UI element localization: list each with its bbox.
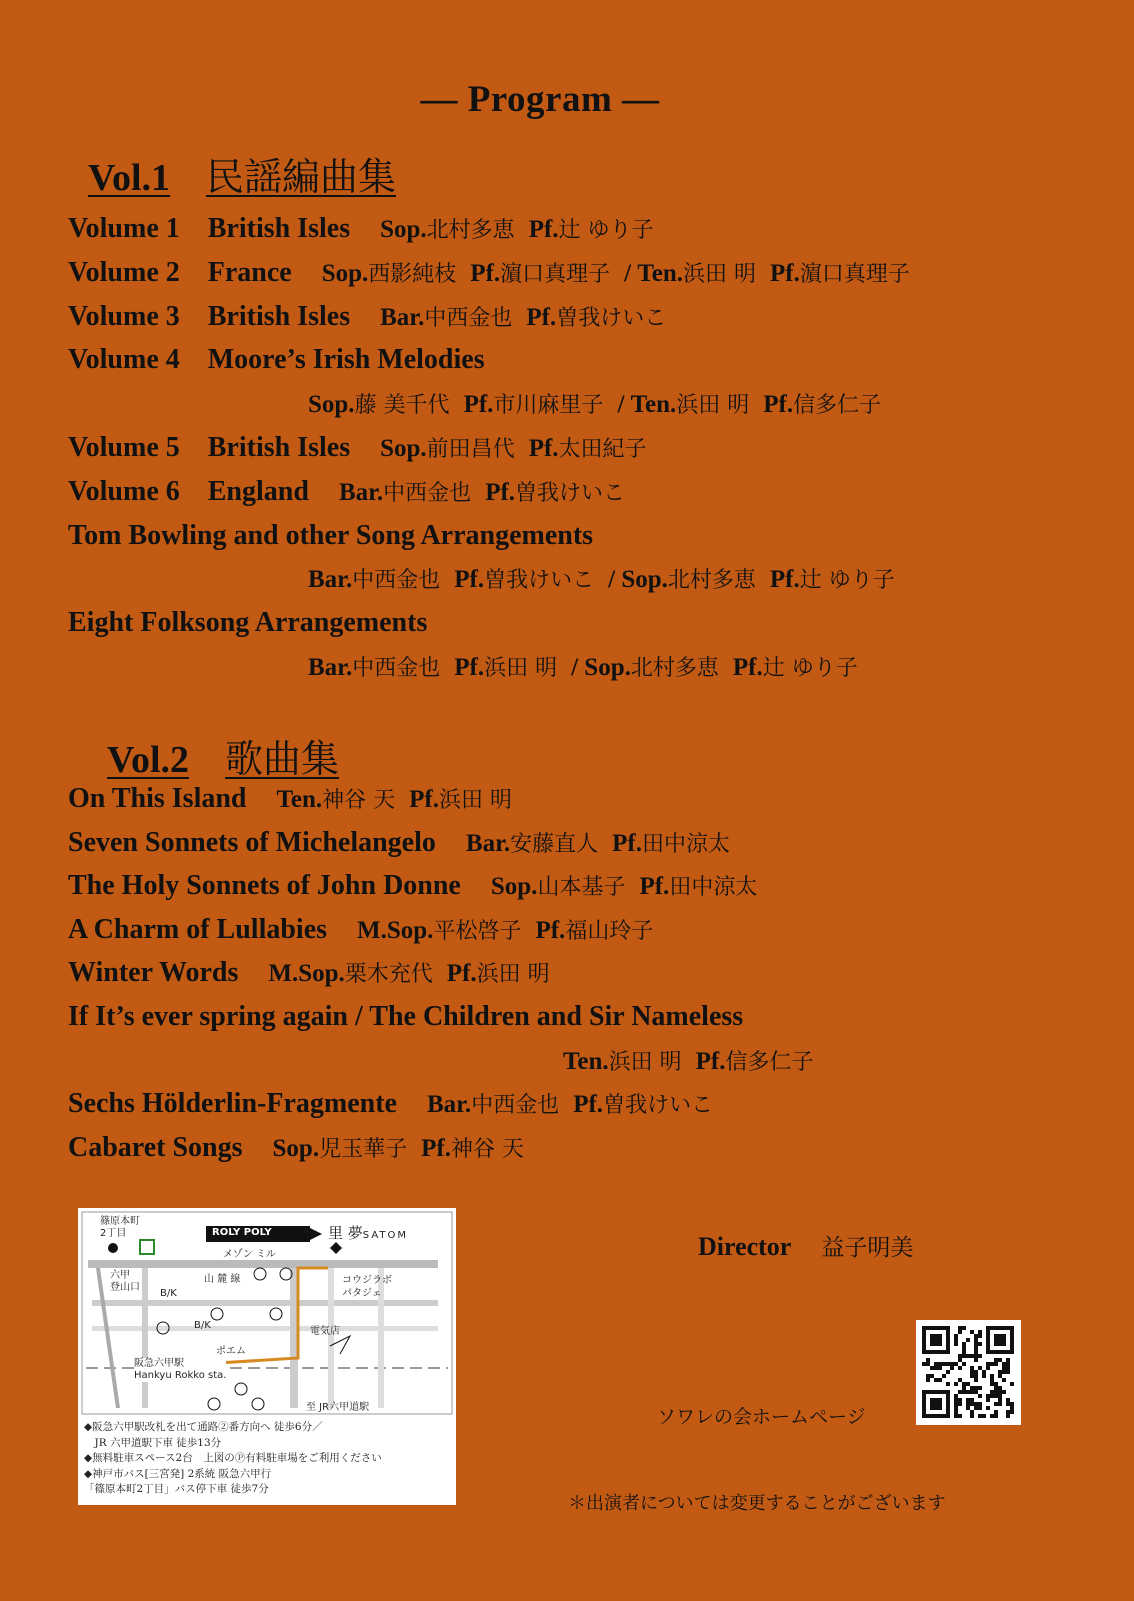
performer-name: 市川麻里子 — [493, 393, 604, 419]
work-title: Volume 3 British Isles — [68, 300, 351, 332]
program-line — [68, 211, 668, 249]
director-role: Director — [698, 1232, 792, 1261]
work-title: Volume 6 England — [68, 475, 309, 507]
performer-role: Pf. — [454, 654, 485, 681]
work-title: If It’s ever spring again / The Children and Sir Nameless — [68, 1001, 744, 1032]
performer-role: Pf. — [528, 435, 559, 462]
performer-role: Sop. — [308, 391, 355, 419]
program-line — [308, 561, 909, 599]
work-title: Volume 2 France — [68, 256, 292, 288]
access-note: ◆阪急六甲駅改札を出て通路②番方向へ 徒歩6分／ — [84, 1421, 323, 1433]
program-line — [68, 474, 639, 512]
performer-name: 田中涼太 — [669, 875, 758, 901]
program-line — [68, 605, 457, 641]
performer-role: / Sop. — [608, 566, 668, 594]
performer-name: 神谷 天 — [322, 788, 396, 813]
performer-role: Sop. — [321, 259, 369, 287]
performer-name: 浜田 明 — [676, 393, 750, 419]
work-title: A Charm of Lullabies — [68, 913, 328, 945]
program-line — [68, 781, 526, 819]
performer-name: 浜田 明 — [683, 261, 756, 287]
performer-role: Sop. — [490, 873, 538, 901]
page-title: — Program — — [420, 79, 660, 120]
program-line — [68, 299, 680, 337]
performer-role: Pf. — [770, 259, 800, 287]
map-label-koujirabo: コウジラボ パタジェ — [342, 1275, 392, 1299]
program-line — [68, 912, 667, 950]
work-title: Tom Bowling and other Song Arrangements — [68, 519, 594, 551]
map-label-bk1: B/K — [160, 1288, 177, 1299]
vol1-title: 民謡編曲集 — [206, 157, 397, 199]
qr-code[interactable] — [916, 1320, 1021, 1425]
performer-role: Ten. — [276, 786, 323, 813]
performer-name: 中西金也 — [352, 656, 441, 681]
performer-name: 福山玲子 — [565, 918, 654, 944]
performer-role: Pf. — [485, 478, 516, 506]
program-line — [563, 1043, 828, 1081]
performer-name: 児玉華子 — [319, 1136, 408, 1162]
access-note: 「篠原本町2丁目」バス停下車 徒歩7分 — [84, 1483, 269, 1495]
performer-role: Pf. — [695, 1047, 726, 1075]
performer-name: 浜田 明 — [439, 788, 512, 813]
program-line — [68, 518, 623, 554]
performer-role: Bar. — [380, 303, 425, 331]
program-line — [68, 825, 744, 863]
performer-role: Pf. — [639, 873, 670, 901]
qr-code-pattern — [916, 1320, 1021, 1425]
performer-name: 浜田 明 — [484, 656, 558, 681]
performer-role: Sop. — [380, 216, 427, 243]
performer-name: 曽我けいこ — [556, 305, 667, 331]
performer-name: 前田昌代 — [426, 437, 515, 462]
performer-role: Bar. — [308, 566, 353, 594]
performer-name: 辻 ゆり子 — [799, 568, 895, 594]
work-title: Winter Words — [68, 957, 239, 989]
performer-name: 曽我けいこ — [515, 480, 626, 506]
performer-role: Ten. — [563, 1047, 609, 1075]
access-note: JR 六甲道駅下車 徒歩13分 — [84, 1436, 222, 1449]
performer-name: 中西金也 — [471, 1093, 560, 1119]
program-line — [68, 255, 924, 293]
performer-name: 神谷 天 — [450, 1136, 524, 1162]
performer-name: 中西金也 — [352, 568, 441, 594]
performer-role: Pf. — [732, 654, 763, 681]
work-title: Seven Sonnets of Michelangelo — [68, 826, 436, 858]
performer-name: 信多仁子 — [725, 1049, 814, 1075]
performer-name: 山本基子 — [537, 875, 626, 901]
map-label-bk2: B/K — [194, 1320, 211, 1331]
performer-name: 浜田 明 — [476, 962, 550, 988]
map-label-satom: 里 夢SATOM — [328, 1224, 408, 1242]
director-credit — [698, 1229, 913, 1262]
program-line — [68, 999, 773, 1035]
performer-name: 平松啓子 — [433, 918, 522, 944]
vol1-label: Vol.1 — [88, 157, 171, 199]
performer-role: Bar. — [308, 654, 353, 681]
performer-name: 曽我けいこ — [484, 568, 595, 594]
performer-role: Pf. — [535, 916, 566, 944]
map-label-rokko: 六甲 登山口 — [110, 1270, 140, 1293]
performer-role: Pf. — [763, 391, 794, 419]
performer-name: 中西金也 — [383, 480, 472, 506]
performer-role: / Sop. — [571, 654, 631, 681]
performer-role: Pf. — [446, 960, 477, 988]
work-title: Volume 5 British Isles — [68, 432, 351, 463]
notice-text: ＊出演者については変更することがございます — [568, 1493, 946, 1514]
performer-name: 太田紀子 — [558, 437, 647, 462]
performer-name: 西影純枝 — [368, 261, 457, 287]
vol2-heading — [107, 728, 339, 783]
performer-role: Sop. — [380, 435, 427, 462]
performer-role: / Ten. — [617, 391, 677, 419]
performer-name: 辻 ゆり子 — [558, 218, 654, 243]
performer-name: 濵口真理子 — [500, 261, 611, 287]
performer-role: Pf. — [470, 259, 501, 287]
vol2-title: 歌曲集 — [225, 739, 340, 781]
program-line — [68, 955, 564, 993]
work-title: Eight Folksong Arrangements — [68, 607, 428, 639]
performer-name: 北村多恵 — [630, 656, 719, 681]
performer-name: 辻 ゆり子 — [762, 656, 858, 681]
map-label-roly-poly: ROLY POLY — [212, 1227, 272, 1238]
performer-role: Pf. — [573, 1091, 604, 1119]
vol1-heading — [88, 146, 396, 201]
performer-role: Pf. — [409, 786, 439, 813]
access-note: ◆無料駐車スペース2台 上図のⓅ有料駐車場をご利用ください — [84, 1452, 382, 1464]
work-title: On This Island — [68, 783, 247, 814]
work-title: Cabaret Songs — [68, 1131, 243, 1163]
program-line — [68, 430, 661, 468]
program-line — [68, 342, 515, 378]
performer-name: 濵口真理子 — [799, 261, 910, 287]
program-line — [68, 868, 771, 906]
map-label-denki: 電気店 — [310, 1326, 340, 1337]
map-label-yamate: 山 麓 線 — [204, 1274, 241, 1285]
performer-name: 田中涼太 — [642, 831, 731, 857]
access-map — [78, 1208, 456, 1505]
work-title: Volume 1 British Isles — [68, 213, 351, 244]
performer-role: Bar. — [338, 478, 384, 506]
work-title: The Holy Sonnets of John Donne — [68, 870, 461, 902]
performer-name: 栗木充代 — [344, 962, 433, 988]
access-notes — [84, 1420, 452, 1498]
performer-role: M.Sop. — [268, 960, 345, 988]
performer-name: 藤 美千代 — [354, 393, 450, 419]
program-line — [308, 386, 895, 424]
map-label-shinohara: 篠原本町 2丁目 — [100, 1216, 140, 1239]
performer-role: Sop. — [272, 1134, 320, 1162]
work-title: Volume 4 Moore’s Irish Melodies — [68, 344, 485, 376]
performer-name: 北村多恵 — [426, 218, 515, 243]
performer-role: M.Sop. — [357, 916, 434, 944]
performer-role: Pf. — [526, 303, 557, 331]
program-line — [68, 1086, 727, 1124]
performer-role: Pf. — [463, 391, 494, 419]
performer-name: 安藤直人 — [510, 831, 599, 857]
map-label-jr: 至 JR六甲道駅 — [306, 1402, 370, 1413]
performer-role: Bar. — [465, 829, 511, 857]
performer-name: 中西金也 — [424, 305, 513, 331]
vol2-label: Vol.2 — [107, 739, 190, 781]
performer-name: 曽我けいこ — [603, 1093, 714, 1119]
director-name: 益子明美 — [821, 1235, 914, 1261]
performer-role: Pf. — [528, 216, 559, 243]
work-title: Sechs Hölderlin-Fragmente — [68, 1088, 397, 1120]
performer-name: 北村多恵 — [667, 568, 756, 594]
access-note: ◆神戸市バス[三宮発] 2系統 阪急六甲行 — [84, 1467, 272, 1480]
performer-name: 信多仁子 — [793, 393, 882, 419]
program-line — [68, 1130, 538, 1168]
performer-role: Pf. — [612, 829, 642, 857]
homepage-label: ソワレの会ホームページ — [657, 1406, 866, 1428]
map-label-station: 阪急六甲駅 Hankyu Rokko sta. — [134, 1358, 227, 1381]
performer-role: Bar. — [426, 1091, 472, 1119]
performer-name: 浜田 明 — [608, 1049, 682, 1075]
map-label-poemu: ポエム — [216, 1346, 246, 1357]
performer-role: Pf. — [769, 566, 800, 594]
performer-role: / Ten. — [624, 259, 683, 287]
performer-role: Pf. — [454, 566, 485, 594]
performer-role: Pf. — [421, 1134, 451, 1162]
map-label-mezon: メゾン ミル — [223, 1249, 276, 1260]
program-line — [308, 649, 872, 687]
